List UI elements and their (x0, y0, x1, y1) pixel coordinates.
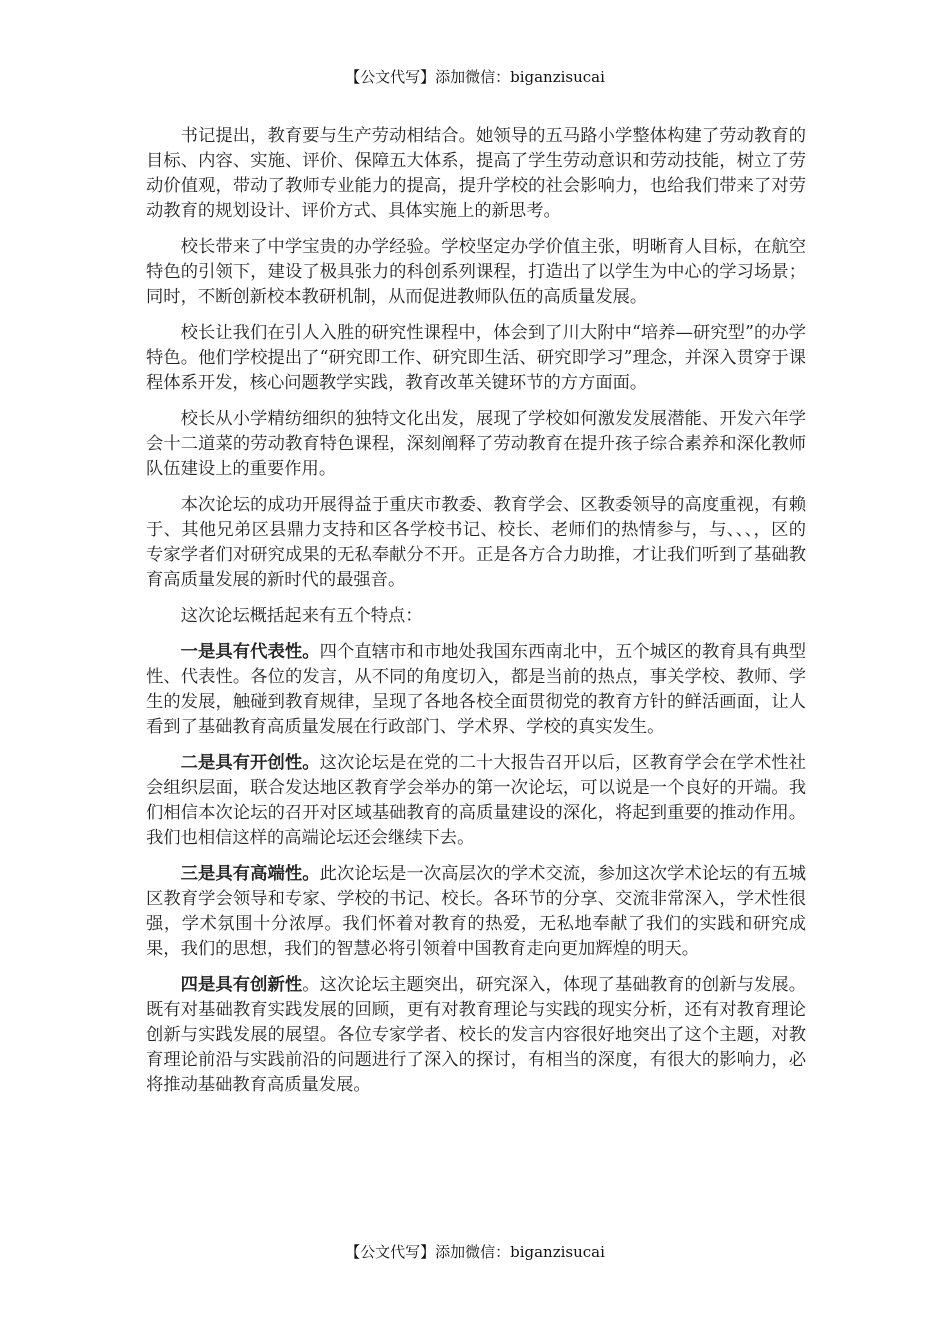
paragraph-text: 这次论坛是在党的二十大报告召开以后，区教育学会在学术性社会组织层面，联合发达地区教育学会举办的第一次论坛，可以说是一个良好的开端。我们相信本次论坛的召开对区域基础教育的高质量建设的深化，将起到重要的推动作用。我们也相信这样的高端论坛还会继续下去。 (146, 753, 806, 848)
paragraph-lead: 三是具有高端性。 (180, 864, 320, 884)
paragraph-text: 此次论坛是一次高层次的学术交流，参加这次学术论坛的有五城区教育学会领导和专家、学校的书记、校长。各环节的分享、交流非常深入，学术性很强，学术氛围十分浓厚。我们怀着对教育的热爱，无私地奉献了我们的实践和研究成果，我们的思想，我们的智慧必将引领着中国教育走向更加辉煌的明天。 (146, 864, 806, 959)
paragraph-8 (146, 751, 806, 851)
paragraph-lead: 四是具有创新性 (180, 975, 303, 995)
paragraph-text: 。这次论坛主题突出，研究深入，体现了基础教育的创新与发展。既有对基础教育实践发展的回顾，更有对教育理论与实践的现实分析，还有对教育理论创新与实践发展的展望。各位专家学者、校长的发言内容很好地突出了这个主题，对教育理论前沿与实践前沿的问题进行了深入的探讨，有相当的深度，有很大的影响力，必将推动基础教育高质量发展。 (146, 975, 806, 1095)
paragraph-3 (146, 321, 806, 396)
paragraph-10 (146, 973, 806, 1098)
paragraph-text: 校长从小学精纺细织的独特文化出发，展现了学校如何激发发展潜能、开发六年学会十二道菜的劳动教育特色课程，深刻阐释了劳动教育在提升孩子综合素养和深化教师队伍建设上的重要作用。 (146, 409, 806, 479)
paragraph-4 (146, 407, 806, 482)
paragraph-9 (146, 862, 806, 962)
paragraph-text: 这次论坛概括起来有五个特点： (180, 606, 423, 626)
paragraph-text: 校长带来了中学宝贵的办学经验。学校坚定办学价值主张，明晰育人目标，在航空特色的引领下，建设了极具张力的科创系列课程，打造出了以学生为中心的学习场景；同时，不断创新校本教研机制，从而促进教师队伍的高质量发展。 (146, 237, 806, 307)
paragraph-6 (146, 604, 806, 629)
paragraph-text: 书记提出，教育要与生产劳动相结合。她领导的五马路小学整体构建了劳动教育的目标、内容、实施、评价、保障五大体系，提高了学生劳动意识和劳动技能，树立了劳动价值观，带动了教师专业能力的提高，提升学校的社会影响力，也给我们带来了对劳动教育的规划设计、评价方式、具体实施上的新思考。 (146, 126, 806, 221)
paragraph-text: 本次论坛的成功开展得益于重庆市教委、教育学会、区教委领导的高度重视，有赖于、其他兄弟区县鼎力支持和区各学校书记、校长、老师们的热情参与，与、、、，区的专家学者们对研究成果的无私奉献分不开。正是各方合力助推，才让我们听到了基础教育高质量发展的新时代的最强音。 (146, 495, 806, 590)
page-header: 【公文代写】添加微信：biganzisucai (345, 68, 605, 86)
paragraph-text: 校长让我们在引人入胜的研究性课程中，体会到了川大附中“培养—研究型”的办学特色。他们学校提出了“研究即工作、研究即生活、研究即学习”理念，并深入贯穿于课程体系开发，核心问题教学实践，教育改革关键环节的方方面面。 (146, 323, 806, 393)
page-footer: 【公文代写】添加微信：biganzisucai (345, 1243, 605, 1261)
document-body (146, 124, 806, 1109)
paragraph-lead: 一是具有代表性。 (180, 642, 320, 662)
paragraph-1 (146, 124, 806, 224)
paragraph-5 (146, 493, 806, 593)
paragraph-7 (146, 640, 806, 740)
paragraph-2 (146, 235, 806, 310)
paragraph-lead: 二是具有开创性。 (180, 753, 320, 773)
paragraph-text: 四个直辖市和市地处我国东西南北中，五个城区的教育具有典型性、代表性。各位的发言，从不同的角度切入，都是当前的热点，事关学校、教师、学生的发展，触碰到教育规律，呈现了各地各校全面贯彻党的教育方针的鲜活画面，让人看到了基础教育高质量发展在行政部门、学术界、学校的真实发生。 (146, 642, 806, 737)
